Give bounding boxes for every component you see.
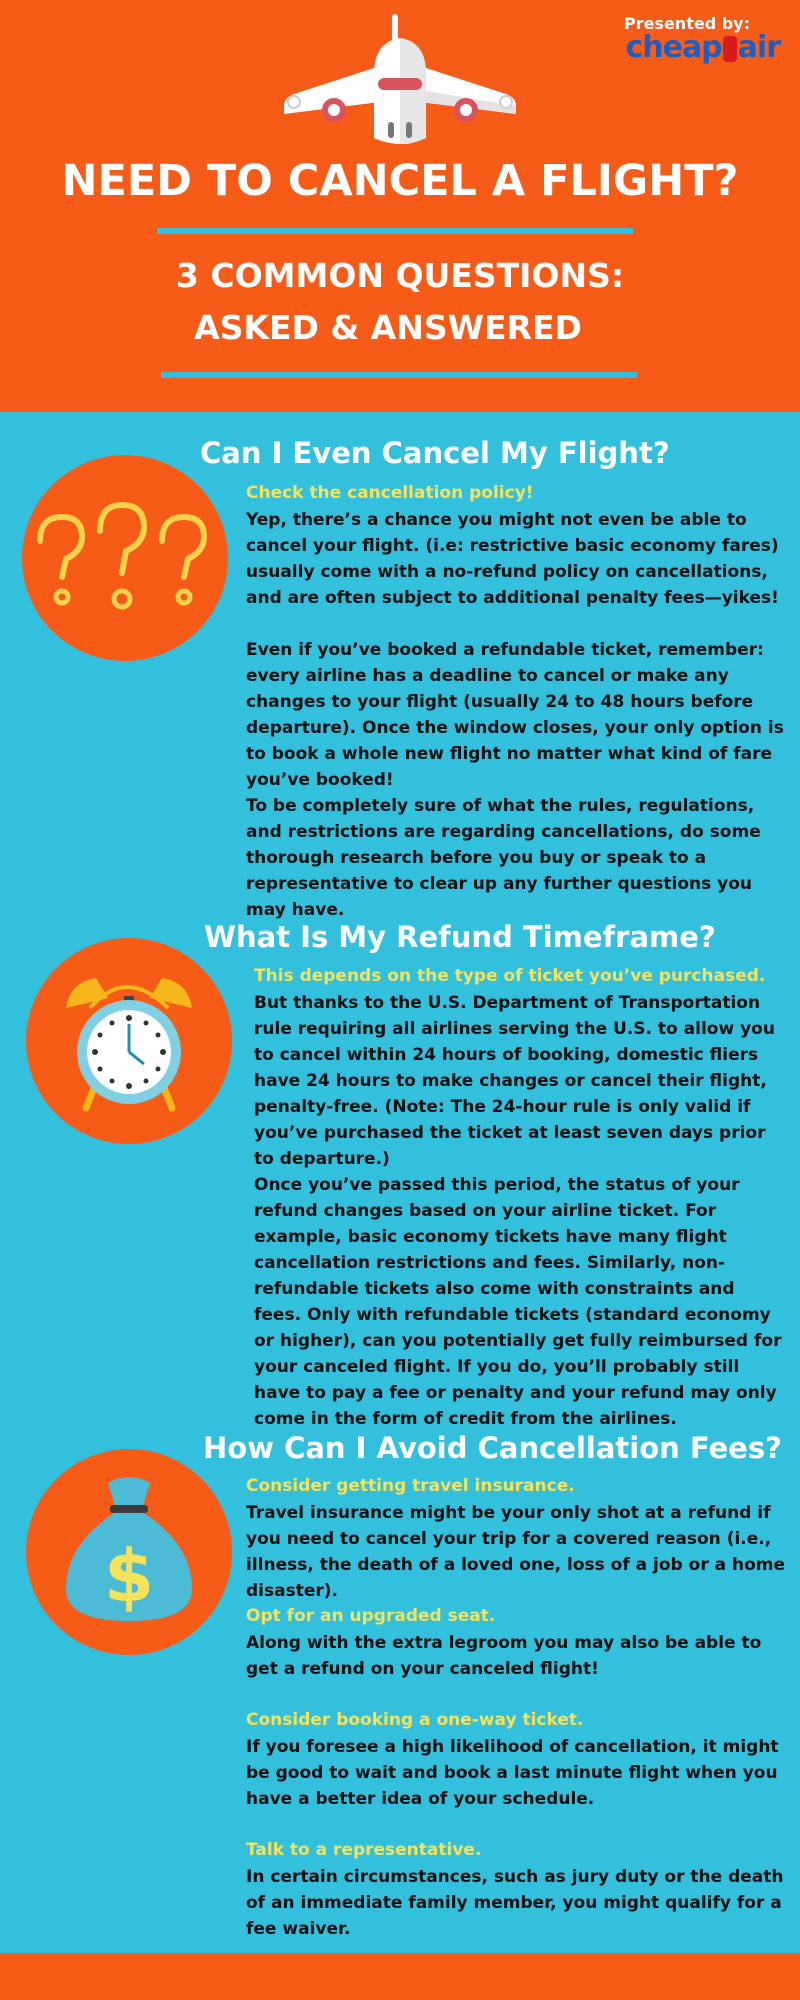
paragraph: To be completely sure of what the rules, regulations, and restrictions are regarding cancellations, do some thorough research before you buy or speak to a representative to clear up any further questions you may have. — [246, 796, 761, 920]
title-divider-bottom — [161, 372, 637, 378]
tip-text: Along with the extra legroom you may also be able to get a refund on your canceled flight! — [246, 1633, 762, 1679]
presented-by-label: Presented by: — [623, 14, 750, 33]
paragraph: Yep, there’s a chance you might not even be able to cancel your flight. (i.e: restrictive basic economy fares) usually come with a no-refund policy on cancellations, and are often subject to additional penalty fees—yikes! — [246, 510, 779, 608]
icon-circle-money-bag — [26, 1449, 232, 1655]
brand-logo-text-air: air — [737, 30, 780, 65]
footer-bar — [0, 1953, 800, 2000]
section-lead-cancel: Check the cancellation policy! — [246, 483, 534, 503]
alarm-clock-icon — [26, 938, 232, 1144]
icon-circle-questions — [22, 455, 228, 661]
icon-circle-clock — [26, 938, 232, 1144]
tip-lead: Opt for an upgraded seat. — [246, 1606, 496, 1626]
brand-logo[interactable] — [625, 30, 780, 65]
page-title: NEED TO CANCEL A FLIGHT? — [61, 156, 739, 206]
paragraph: But thanks to the U.S. Department of Transportation rule requiring all airlines serving the U.S. to allow you to cancel within 24 hours of booking, domestic fliers have 24 hours to make changes or cancel their flight, penalty-free. (Note: The 24-hour rule is only valid if you’ve purchased the ticket at least seven days prior to departure.) — [254, 993, 775, 1169]
luggage-tag-icon — [723, 36, 737, 62]
section-heading-refund: What Is My Refund Timeframe? — [204, 920, 716, 954]
section-heading-cancel: Can I Even Cancel My Flight? — [200, 436, 670, 470]
paragraph: Even if you’ve booked a refundable ticket, remember: every airline has a deadline to cancel or make any changes to your flight (usually 24 to 48 hours before departure). Once the window closes, your only option is to book a whole new flight no matter what kind of fare you’ve booked! — [246, 640, 784, 790]
paragraph: Once you’ve passed this period, the status of your refund changes based on your airline ticket. For example, basic economy tickets have many flight cancellation restrictions and fees. Similarly, non-refundable tickets also come with constraints and fees. Only with refundable tickets (standard economy or higher), can you potentially get fully reimbursed for your canceled flight. If you do, you’ll probably still have to pay a fee or penalty and your refund may only come in the form of credit from the airlines. — [254, 1175, 782, 1429]
airplane-icon — [280, 14, 520, 144]
tip-text: If you foresee a high likelihood of cancellation, it might be good to wait and book a last minute flight when you have a better idea of your schedule. — [246, 1737, 779, 1809]
money-bag-icon — [26, 1449, 232, 1655]
subtitle-line-2: ASKED & ANSWERED — [194, 308, 582, 347]
tip-text: Travel insurance might be your only shot at a refund if you need to cancel your trip for a covered reason (i.e., illness, the death of a loved one, loss of a job or a home disaster). — [246, 1503, 786, 1601]
tip-text: In certain circumstances, such as jury duty or the death of an immediate family member, you might qualify for a fee waiver. — [246, 1867, 784, 1939]
tip-lead: Consider booking a one-way ticket. — [246, 1710, 584, 1730]
svg-text:$: $ — [103, 1534, 155, 1618]
question-marks-icon — [22, 455, 228, 661]
section-heading-fees: How Can I Avoid Cancellation Fees? — [203, 1431, 782, 1465]
subtitle-line-1: 3 COMMON QUESTIONS: — [175, 256, 625, 295]
header-banner — [0, 0, 800, 412]
section-lead-refund: This depends on the type of ticket you’ve purchased. — [254, 966, 766, 986]
brand-logo-text-cheap: cheap — [625, 30, 722, 65]
tip-lead: Talk to a representative. — [246, 1840, 482, 1860]
tip-lead: Consider getting travel insurance. — [246, 1476, 575, 1496]
title-divider-top — [157, 228, 633, 234]
